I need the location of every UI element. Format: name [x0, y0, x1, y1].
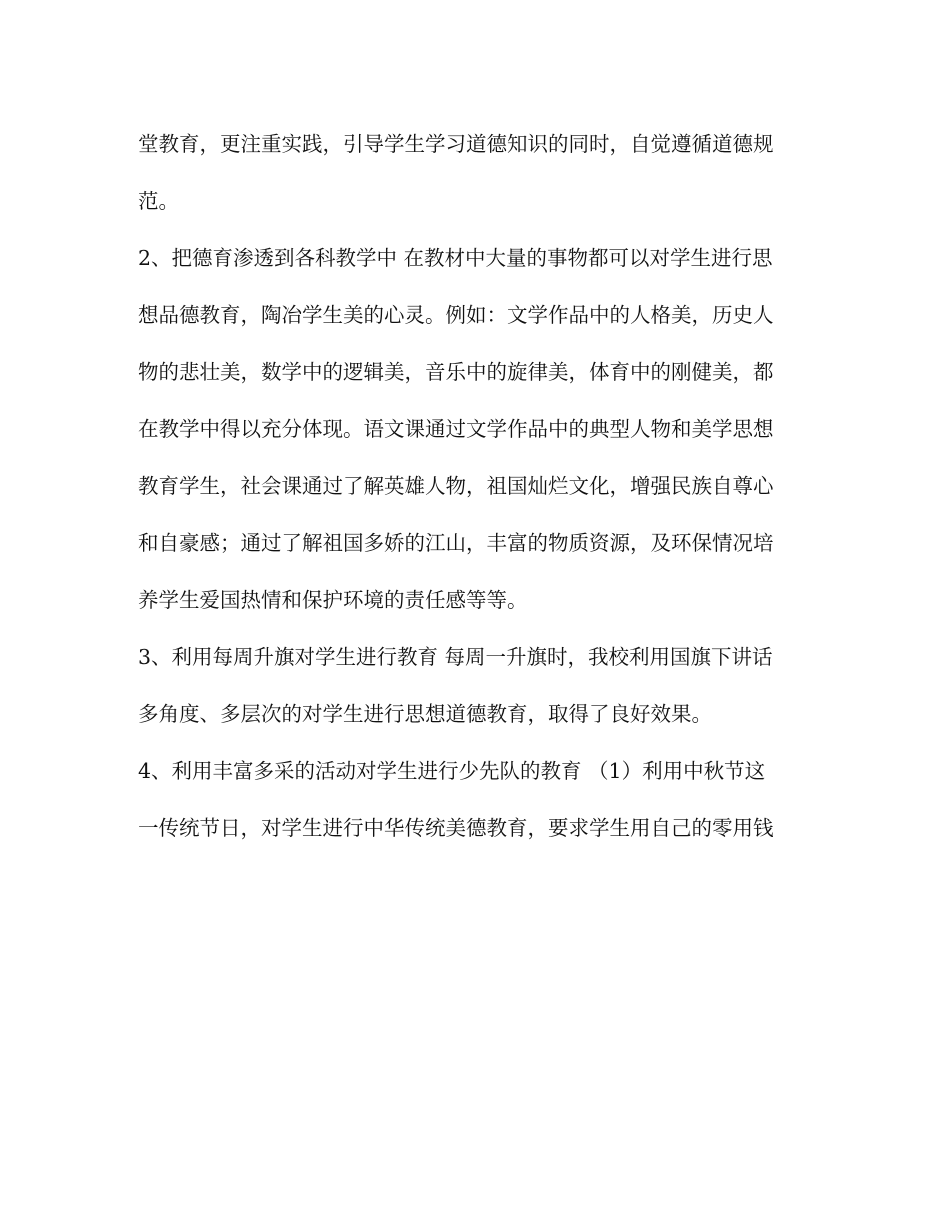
- text-line: 范。: [138, 189, 179, 213]
- text-line: 在教学中得以充分体现。语文课通过文学作品中的典型人物和美学思想: [138, 417, 774, 441]
- text-line: 堂教育，更注重实践，引导学生学习道德知识的同时，自觉遵循道德规: [138, 132, 774, 156]
- text-line: 和自豪感；通过了解祖国多娇的江山，丰富的物质资源，及环保情况培: [138, 531, 774, 555]
- text-line: 4、利用丰富多采的活动对学生进行少先队的教育 （1）利用中秋节这: [138, 759, 766, 783]
- text-line: 多角度、多层次的对学生进行思想道德教育，取得了良好效果。: [138, 702, 712, 726]
- text-line: 2、把德育渗透到各科教学中 在教材中大量的事物都可以对学生进行思: [138, 246, 773, 270]
- text-line: 养学生爱国热情和保护环境的责任感等等。: [138, 588, 528, 612]
- text-line: 3、利用每周升旗对学生进行教育 每周一升旗时，我校利用国旗下讲话: [138, 645, 773, 669]
- document-body: [138, 126, 818, 867]
- text-line: 物的悲壮美，数学中的逻辑美，音乐中的旋律美，体育中的刚健美，都: [138, 360, 774, 384]
- text-line: 想品德教育，陶冶学生美的心灵。例如：文学作品中的人格美，历史人: [138, 303, 774, 327]
- text-line: 一传统节日，对学生进行中华传统美德教育，要求学生用自己的零用钱: [138, 816, 774, 840]
- text-line: 教育学生，社会课通过了解英雄人物，祖国灿烂文化，增强民族自尊心: [138, 474, 774, 498]
